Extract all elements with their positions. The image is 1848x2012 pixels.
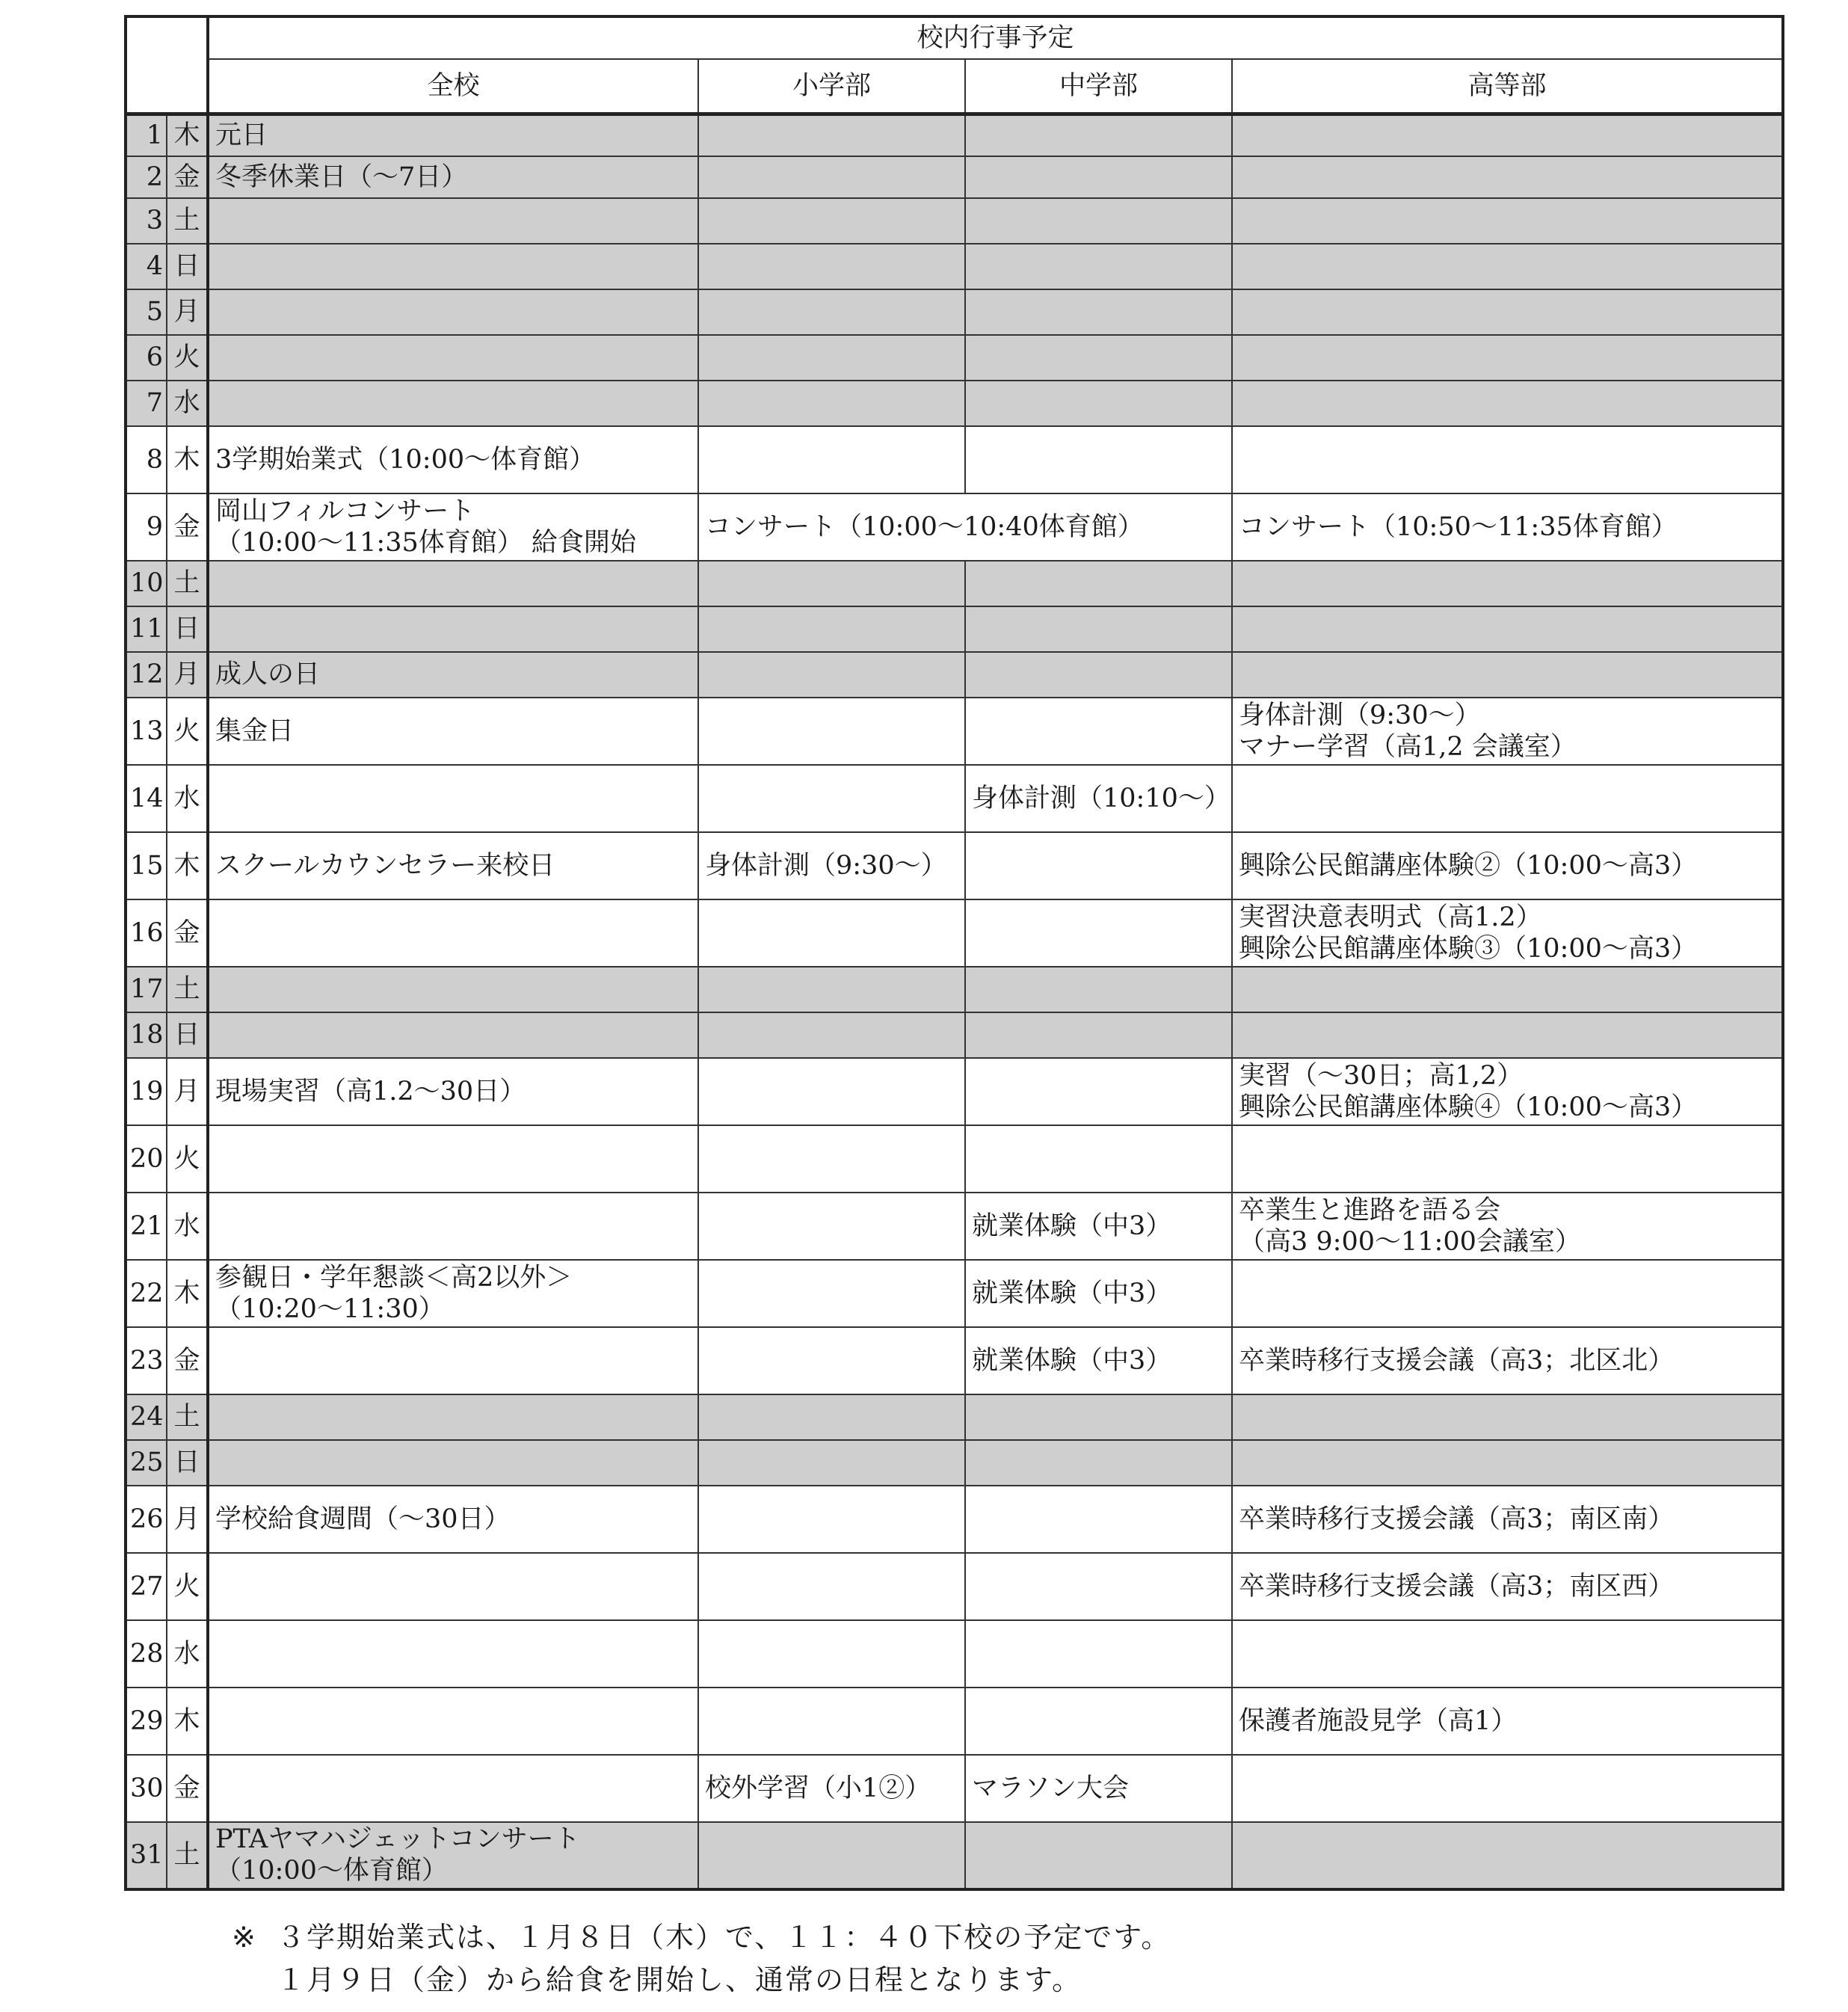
day-number: 14 [126, 765, 167, 832]
event-elementary-middle: コンサート（10:00～10:40体育館） [698, 493, 1232, 561]
event-middle [965, 698, 1232, 765]
table-row [126, 899, 1783, 967]
day-number: 31 [126, 1822, 167, 1889]
event-elementary [698, 1125, 965, 1193]
event-all-school [208, 967, 698, 1012]
event-elementary [698, 198, 965, 244]
weekday: 水 [167, 1620, 208, 1688]
event-high: コンサート（10:50～11:35体育館） [1232, 493, 1783, 561]
event-all-school: スクールカウンセラー来校日 [208, 832, 698, 899]
event-elementary [698, 244, 965, 289]
weekday: 火 [167, 1553, 208, 1620]
event-all-school [208, 1125, 698, 1193]
event-middle: 就業体験（中3） [965, 1260, 1232, 1327]
table-row [126, 1755, 1783, 1822]
event-middle [965, 1822, 1232, 1889]
event-high [1232, 561, 1783, 606]
event-middle [965, 198, 1232, 244]
event-middle [965, 381, 1232, 426]
event-elementary [698, 1193, 965, 1260]
event-high: 実習決意表明式（高1.2） 興除公民館講座体験③（10:00～高3） [1232, 899, 1783, 967]
event-middle [965, 1688, 1232, 1755]
note-line-1-text: ３学期始業式は、１月８日（木）で、１１：４０下校の予定です。 [277, 1921, 1171, 1954]
event-all-school: 現場実習（高1.2～30日） [208, 1058, 698, 1125]
event-high [1232, 1260, 1783, 1327]
event-all-school [208, 289, 698, 335]
event-elementary [698, 652, 965, 698]
event-elementary [698, 426, 965, 493]
event-elementary [698, 606, 965, 652]
day-number: 30 [126, 1755, 167, 1822]
day-number: 3 [126, 198, 167, 244]
event-high [1232, 1125, 1783, 1193]
day-number: 17 [126, 967, 167, 1012]
event-elementary [698, 1553, 965, 1620]
event-middle [965, 1440, 1232, 1486]
event-high [1232, 198, 1783, 244]
table-row [126, 1440, 1783, 1486]
event-elementary [698, 114, 965, 156]
table-row [126, 114, 1783, 156]
weekday: 土 [167, 198, 208, 244]
day-number: 23 [126, 1327, 167, 1394]
event-all-school [208, 1688, 698, 1755]
event-high [1232, 1012, 1783, 1058]
day-number: 7 [126, 381, 167, 426]
weekday: 火 [167, 335, 208, 381]
event-high [1232, 381, 1783, 426]
weekday: 火 [167, 1125, 208, 1193]
weekday: 土 [167, 1394, 208, 1440]
day-number: 9 [126, 493, 167, 561]
note-line-1 [232, 1914, 1171, 1955]
weekday: 土 [167, 561, 208, 606]
event-all-school [208, 1327, 698, 1394]
event-elementary [698, 1688, 965, 1755]
event-high: 卒業生と進路を語る会 （高3 9:00～11:00会議室） [1232, 1193, 1783, 1260]
event-high [1232, 1440, 1783, 1486]
table-row [126, 1260, 1783, 1327]
event-elementary [698, 899, 965, 967]
note-line-2 [232, 1957, 1082, 1998]
event-middle [965, 1553, 1232, 1620]
weekday: 日 [167, 1440, 208, 1486]
weekday: 木 [167, 1260, 208, 1327]
table-row [126, 1193, 1783, 1260]
event-elementary: 校外学習（小1②） [698, 1755, 965, 1822]
day-number: 26 [126, 1486, 167, 1553]
day-number: 16 [126, 899, 167, 967]
event-middle: マラソン大会 [965, 1755, 1232, 1822]
event-all-school [208, 1620, 698, 1688]
day-number: 10 [126, 561, 167, 606]
event-high [1232, 335, 1783, 381]
school-event-schedule-table [124, 15, 1784, 1891]
weekday: 金 [167, 493, 208, 561]
event-high [1232, 244, 1783, 289]
table-row [126, 198, 1783, 244]
event-elementary [698, 1012, 965, 1058]
day-number: 18 [126, 1012, 167, 1058]
table-row [126, 289, 1783, 335]
note-line-2-text: １月９日（金）から給食を開始し、通常の日程となります。 [277, 1963, 1082, 1996]
event-high [1232, 1755, 1783, 1822]
table-row [126, 1620, 1783, 1688]
day-number: 27 [126, 1553, 167, 1620]
event-middle: 就業体験（中3） [965, 1327, 1232, 1394]
event-middle [965, 1394, 1232, 1440]
table-row [126, 652, 1783, 698]
event-elementary [698, 156, 965, 198]
table-row [126, 1058, 1783, 1125]
event-all-school [208, 1553, 698, 1620]
event-all-school [208, 1755, 698, 1822]
weekday: 月 [167, 289, 208, 335]
event-elementary [698, 698, 965, 765]
weekday: 木 [167, 426, 208, 493]
weekday: 金 [167, 899, 208, 967]
event-high: 実習（～30日；高1,2） 興除公民館講座体験④（10:00～高3） [1232, 1058, 1783, 1125]
event-high: 卒業時移行支援会議（高3；南区西） [1232, 1553, 1783, 1620]
event-middle [965, 1125, 1232, 1193]
event-elementary [698, 967, 965, 1012]
event-elementary [698, 561, 965, 606]
table-row [126, 1688, 1783, 1755]
column-header-elementary: 小学部 [698, 59, 965, 114]
event-middle [965, 899, 1232, 967]
table-row [126, 561, 1783, 606]
event-high: 卒業時移行支援会議（高3；南区南） [1232, 1486, 1783, 1553]
event-all-school [208, 899, 698, 967]
column-header-middle: 中学部 [965, 59, 1232, 114]
event-middle [965, 652, 1232, 698]
weekday: 水 [167, 1193, 208, 1260]
event-all-school [208, 335, 698, 381]
table-row [126, 1486, 1783, 1553]
event-high [1232, 114, 1783, 156]
event-elementary: 身体計測（9:30～） [698, 832, 965, 899]
event-high [1232, 967, 1783, 1012]
day-number: 22 [126, 1260, 167, 1327]
event-middle [965, 1058, 1232, 1125]
table-row [126, 765, 1783, 832]
table-row [126, 426, 1783, 493]
table-row [126, 1822, 1783, 1889]
note-mark: ※ [232, 1921, 257, 1954]
event-all-school: 岡山フィルコンサート （10:00～11:35体育館） 給食開始 [208, 493, 698, 561]
day-number: 28 [126, 1620, 167, 1688]
table-row [126, 967, 1783, 1012]
event-high: 卒業時移行支援会議（高3；北区北） [1232, 1327, 1783, 1394]
event-all-school [208, 606, 698, 652]
weekday: 水 [167, 381, 208, 426]
day-number: 15 [126, 832, 167, 899]
table-caption-row [126, 16, 1783, 59]
table-row [126, 1327, 1783, 1394]
table-row [126, 381, 1783, 426]
event-elementary [698, 1486, 965, 1553]
table-row [126, 1125, 1783, 1193]
event-high [1232, 765, 1783, 832]
event-elementary [698, 1394, 965, 1440]
column-header-all: 全校 [208, 59, 698, 114]
table-row [126, 335, 1783, 381]
day-number: 4 [126, 244, 167, 289]
weekday: 木 [167, 1688, 208, 1755]
event-elementary [698, 1260, 965, 1327]
event-all-school [208, 1012, 698, 1058]
weekday: 日 [167, 1012, 208, 1058]
day-number: 5 [126, 289, 167, 335]
event-all-school: 参観日・学年懇談＜高2以外＞ （10:20～11:30） [208, 1260, 698, 1327]
table-row [126, 1553, 1783, 1620]
event-elementary [698, 765, 965, 832]
event-all-school [208, 561, 698, 606]
weekday: 月 [167, 652, 208, 698]
table-row [126, 493, 1783, 561]
event-all-school [208, 765, 698, 832]
day-number: 1 [126, 114, 167, 156]
event-high: 興除公民館講座体験②（10:00～高3） [1232, 832, 1783, 899]
weekday: 火 [167, 698, 208, 765]
event-all-school [208, 1440, 698, 1486]
event-high: 身体計測（9:30～） マナー学習（高1,2 会議室） [1232, 698, 1783, 765]
table-row [126, 156, 1783, 198]
event-high [1232, 156, 1783, 198]
event-elementary [698, 289, 965, 335]
event-middle [965, 561, 1232, 606]
event-middle [965, 967, 1232, 1012]
event-all-school: 成人の日 [208, 652, 698, 698]
event-all-school: 学校給食週間（～30日） [208, 1486, 698, 1553]
event-middle [965, 606, 1232, 652]
day-number: 21 [126, 1193, 167, 1260]
event-middle: 就業体験（中3） [965, 1193, 1232, 1260]
weekday: 金 [167, 1327, 208, 1394]
event-all-school [208, 1394, 698, 1440]
event-all-school [208, 1193, 698, 1260]
event-middle [965, 289, 1232, 335]
day-number: 12 [126, 652, 167, 698]
day-number: 25 [126, 1440, 167, 1486]
event-middle [965, 156, 1232, 198]
weekday: 水 [167, 765, 208, 832]
event-middle [965, 1012, 1232, 1058]
event-high [1232, 652, 1783, 698]
event-high [1232, 426, 1783, 493]
event-all-school: 集金日 [208, 698, 698, 765]
event-all-school [208, 381, 698, 426]
event-high [1232, 1394, 1783, 1440]
event-all-school: 冬季休業日（～7日） [208, 156, 698, 198]
weekday: 木 [167, 114, 208, 156]
event-elementary [698, 381, 965, 426]
event-middle [965, 1486, 1232, 1553]
weekday: 金 [167, 1755, 208, 1822]
day-number: 2 [126, 156, 167, 198]
table-row [126, 1012, 1783, 1058]
weekday: 土 [167, 1822, 208, 1889]
event-middle [965, 832, 1232, 899]
weekday: 月 [167, 1486, 208, 1553]
day-number: 24 [126, 1394, 167, 1440]
event-all-school [208, 198, 698, 244]
weekday: 月 [167, 1058, 208, 1125]
table-row [126, 832, 1783, 899]
event-elementary [698, 1440, 965, 1486]
event-high: 保護者施設見学（高1） [1232, 1688, 1783, 1755]
table-row [126, 1394, 1783, 1440]
table-row [126, 698, 1783, 765]
event-elementary [698, 1620, 965, 1688]
event-middle [965, 1620, 1232, 1688]
weekday: 日 [167, 606, 208, 652]
day-number: 13 [126, 698, 167, 765]
event-all-school: 元日 [208, 114, 698, 156]
day-number: 20 [126, 1125, 167, 1193]
day-number: 11 [126, 606, 167, 652]
event-elementary [698, 1327, 965, 1394]
day-number: 6 [126, 335, 167, 381]
day-number: 29 [126, 1688, 167, 1755]
column-header-row [126, 59, 1783, 114]
event-elementary [698, 335, 965, 381]
event-high [1232, 1822, 1783, 1889]
day-number: 8 [126, 426, 167, 493]
event-middle [965, 244, 1232, 289]
table-row [126, 606, 1783, 652]
event-elementary [698, 1822, 965, 1889]
event-high [1232, 606, 1783, 652]
event-middle [965, 426, 1232, 493]
weekday: 土 [167, 967, 208, 1012]
event-all-school [208, 244, 698, 289]
event-all-school: 3学期始業式（10:00～体育館） [208, 426, 698, 493]
schedule-body [126, 114, 1783, 1889]
day-number: 19 [126, 1058, 167, 1125]
event-middle [965, 114, 1232, 156]
weekday: 木 [167, 832, 208, 899]
event-high [1232, 1620, 1783, 1688]
table-row [126, 244, 1783, 289]
event-all-school: PTAヤマハジェットコンサート （10:00～体育館） [208, 1822, 698, 1889]
event-elementary [698, 1058, 965, 1125]
header-corner-cell [126, 16, 208, 114]
weekday: 金 [167, 156, 208, 198]
table-caption: 校内行事予定 [208, 16, 1783, 59]
weekday: 日 [167, 244, 208, 289]
event-middle: 身体計測（10:10～） [965, 765, 1232, 832]
column-header-high: 高等部 [1232, 59, 1783, 114]
event-middle [965, 335, 1232, 381]
event-high [1232, 289, 1783, 335]
